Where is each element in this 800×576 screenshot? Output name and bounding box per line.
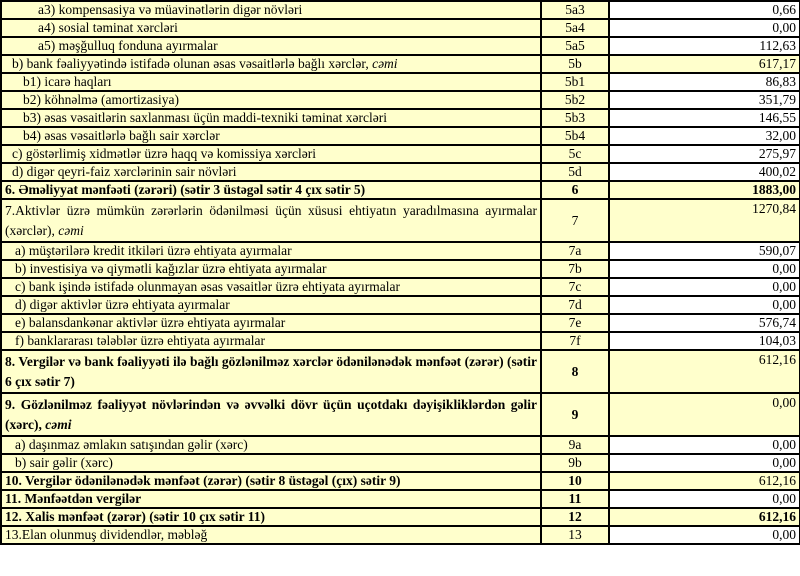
row-code: 7f bbox=[541, 332, 609, 350]
table-row bbox=[1, 490, 800, 508]
table-row bbox=[1, 163, 800, 181]
row-label-cell bbox=[1, 91, 541, 109]
row-label: d) digər aktivlər üzrə ehtiyata ayırmalar bbox=[15, 297, 230, 312]
row-code: 5a5 bbox=[541, 37, 609, 55]
row-value: 0,66 bbox=[609, 1, 800, 19]
row-label-cell bbox=[1, 199, 541, 242]
row-value: 612,16 bbox=[609, 472, 800, 490]
row-label: f) banklararası tələblər üzrə ehtiyata ayırmalar bbox=[15, 333, 265, 348]
row-label: b2) köhnəlmə (amortizasiya) bbox=[23, 92, 179, 107]
table-row bbox=[1, 260, 800, 278]
row-label-cell bbox=[1, 314, 541, 332]
row-value: 400,02 bbox=[609, 163, 800, 181]
table-row bbox=[1, 1, 800, 19]
row-label: b3) əsas vəsaitlərin saxlanması üçün maddi-texniki təminat xərcləri bbox=[23, 110, 388, 125]
row-code: 7c bbox=[541, 278, 609, 296]
row-label-cell bbox=[1, 436, 541, 454]
row-label-suffix-italic: cəmi bbox=[372, 56, 398, 71]
row-label-cell bbox=[1, 181, 541, 199]
row-value: 146,55 bbox=[609, 109, 800, 127]
row-code: 12 bbox=[541, 508, 609, 526]
table-row bbox=[1, 350, 800, 393]
row-label: d) digər qeyri-faiz xərclərinin sair növləri bbox=[12, 164, 237, 179]
table-row bbox=[1, 181, 800, 199]
table-row bbox=[1, 454, 800, 472]
row-label-suffix-italic: cəmi bbox=[58, 222, 84, 238]
row-value: 1883,00 bbox=[609, 181, 800, 199]
row-code: 10 bbox=[541, 472, 609, 490]
row-label-cell bbox=[1, 332, 541, 350]
row-label: a4) sosial təminat xərcləri bbox=[38, 20, 178, 35]
table-row bbox=[1, 508, 800, 526]
row-value: 86,83 bbox=[609, 73, 800, 91]
row-value: 112,63 bbox=[609, 37, 800, 55]
row-label: b1) icarə haqları bbox=[23, 74, 112, 89]
row-value: 0,00 bbox=[609, 260, 800, 278]
row-label: b) sair gəlir (xərc) bbox=[15, 455, 113, 470]
row-label-cell bbox=[1, 73, 541, 91]
row-label-cell bbox=[1, 472, 541, 490]
row-label: 6. Əməliyyat mənfəəti (zərəri) (sətir 3 üstəgəl sətir 4 çıx sətir 5) bbox=[5, 182, 366, 197]
table-row bbox=[1, 314, 800, 332]
row-label-cell bbox=[1, 145, 541, 163]
row-code: 5a3 bbox=[541, 1, 609, 19]
table-row bbox=[1, 472, 800, 490]
row-value: 612,16 bbox=[609, 508, 800, 526]
row-label: c) göstərlimiş xidmətlər üzrə haqq və komissiya xərcləri bbox=[12, 146, 317, 161]
row-label: e) balansdankənar aktivlər üzrə ehtiyata ayırmalar bbox=[15, 315, 286, 330]
table-row bbox=[1, 296, 800, 314]
table-row bbox=[1, 436, 800, 454]
row-value: 104,03 bbox=[609, 332, 800, 350]
row-code: 8 bbox=[541, 350, 609, 393]
row-value: 617,17 bbox=[609, 55, 800, 73]
row-label-cell bbox=[1, 109, 541, 127]
row-code: 7 bbox=[541, 199, 609, 242]
row-value: 275,97 bbox=[609, 145, 800, 163]
row-label-cell bbox=[1, 163, 541, 181]
row-code: 13 bbox=[541, 526, 609, 544]
row-label-cell bbox=[1, 55, 541, 73]
row-value: 0,00 bbox=[609, 19, 800, 37]
table-row bbox=[1, 199, 800, 242]
row-value: 612,16 bbox=[609, 350, 800, 393]
row-code: 9a bbox=[541, 436, 609, 454]
row-code: 7e bbox=[541, 314, 609, 332]
row-value: 1270,84 bbox=[609, 199, 800, 242]
row-label: 10. Vergilər ödənilənədək mənfəət (zərər) (sətir 8 üstəgəl (çıx) sətir 9) bbox=[5, 473, 401, 488]
row-code: 5b1 bbox=[541, 73, 609, 91]
row-code: 5b bbox=[541, 55, 609, 73]
row-label-cell bbox=[1, 1, 541, 19]
table-row bbox=[1, 145, 800, 163]
row-value: 576,74 bbox=[609, 314, 800, 332]
row-label: a3) kompensasiya və müavinətlərin digər növləri bbox=[38, 2, 303, 17]
row-label: 9. Gözlənilməz fəaliyyət növlərindən və əvvəlki dövr üçün uçotdakı dəyişikliklərdən gəlir (xərc), bbox=[5, 396, 537, 432]
row-label-cell bbox=[1, 508, 541, 526]
row-value: 351,79 bbox=[609, 91, 800, 109]
row-label: a5) məşğulluq fonduna ayırmalar bbox=[38, 38, 218, 53]
table-body bbox=[1, 1, 800, 544]
row-label-cell bbox=[1, 260, 541, 278]
row-label: 8. Vergilər və bank fəaliyyəti ilə bağlı gözlənilməz xərclər ödənilənədək mənfəət (zərər) (sətir 6 çıx sətir 7) bbox=[5, 353, 537, 389]
table-row bbox=[1, 393, 800, 436]
row-label-cell bbox=[1, 393, 541, 436]
row-code: 5b4 bbox=[541, 127, 609, 145]
row-label-cell bbox=[1, 37, 541, 55]
table-row bbox=[1, 55, 800, 73]
row-code: 5b3 bbox=[541, 109, 609, 127]
table-row bbox=[1, 526, 800, 544]
table-row bbox=[1, 127, 800, 145]
row-label-cell bbox=[1, 350, 541, 393]
row-label: b4) əsas vəsaitlərlə bağlı sair xərclər bbox=[23, 128, 220, 143]
row-code: 9 bbox=[541, 393, 609, 436]
table-row bbox=[1, 242, 800, 260]
row-label-cell bbox=[1, 490, 541, 508]
table-row bbox=[1, 91, 800, 109]
row-value: 0,00 bbox=[609, 526, 800, 544]
row-value: 0,00 bbox=[609, 393, 800, 436]
table-row bbox=[1, 19, 800, 37]
row-value: 0,00 bbox=[609, 296, 800, 314]
row-label: 7.Aktivlər üzrə mümkün zərərlərin ödənilməsi üçün xüsusi ehtiyatın yaradılmasına ayırmalar (xərclər), bbox=[5, 202, 537, 238]
row-code: 9b bbox=[541, 454, 609, 472]
row-value: 590,07 bbox=[609, 242, 800, 260]
row-value: 0,00 bbox=[609, 436, 800, 454]
row-label-cell bbox=[1, 296, 541, 314]
table-row bbox=[1, 37, 800, 55]
table-row bbox=[1, 73, 800, 91]
row-label: 12. Xalis mənfəət (zərər) (sətir 10 çıx sətir 11) bbox=[5, 509, 266, 524]
row-label-cell bbox=[1, 454, 541, 472]
table-row bbox=[1, 332, 800, 350]
row-value: 0,00 bbox=[609, 454, 800, 472]
row-label: 13.Elan olunmuş dividendlər, məbləğ bbox=[5, 527, 208, 542]
row-code: 7a bbox=[541, 242, 609, 260]
row-value: 0,00 bbox=[609, 278, 800, 296]
row-label-cell bbox=[1, 526, 541, 544]
row-label-suffix-italic: cəmi bbox=[45, 416, 72, 432]
row-label-cell bbox=[1, 278, 541, 296]
row-code: 6 bbox=[541, 181, 609, 199]
row-code: 5d bbox=[541, 163, 609, 181]
row-code: 7d bbox=[541, 296, 609, 314]
row-label: 11. Mənfəətdən vergilər bbox=[5, 491, 142, 506]
table-row bbox=[1, 109, 800, 127]
row-code: 5a4 bbox=[541, 19, 609, 37]
row-label-cell bbox=[1, 19, 541, 37]
row-code: 11 bbox=[541, 490, 609, 508]
row-value: 0,00 bbox=[609, 490, 800, 508]
row-label-cell bbox=[1, 242, 541, 260]
row-value: 32,00 bbox=[609, 127, 800, 145]
row-label-cell bbox=[1, 127, 541, 145]
row-label: a) daşınmaz əmlakın satışından gəlir (xərc) bbox=[15, 437, 248, 452]
row-label: b) investisiya və qiymətli kağızlar üzrə ehtiyata ayırmalar bbox=[15, 261, 327, 276]
row-label: c) bank işində istifadə olunmayan əsas vəsaitlər üzrə ehtiyata ayırmalar bbox=[15, 279, 400, 294]
row-label: a) müştərilərə kredit itkiləri üzrə ehtiyata ayırmalar bbox=[15, 243, 292, 258]
row-code: 7b bbox=[541, 260, 609, 278]
row-code: 5b2 bbox=[541, 91, 609, 109]
row-code: 5c bbox=[541, 145, 609, 163]
table-row bbox=[1, 278, 800, 296]
row-label: b) bank fəaliyyətində istifadə olunan əsas vəsaitlərlə bağlı xərclər, bbox=[12, 56, 373, 71]
